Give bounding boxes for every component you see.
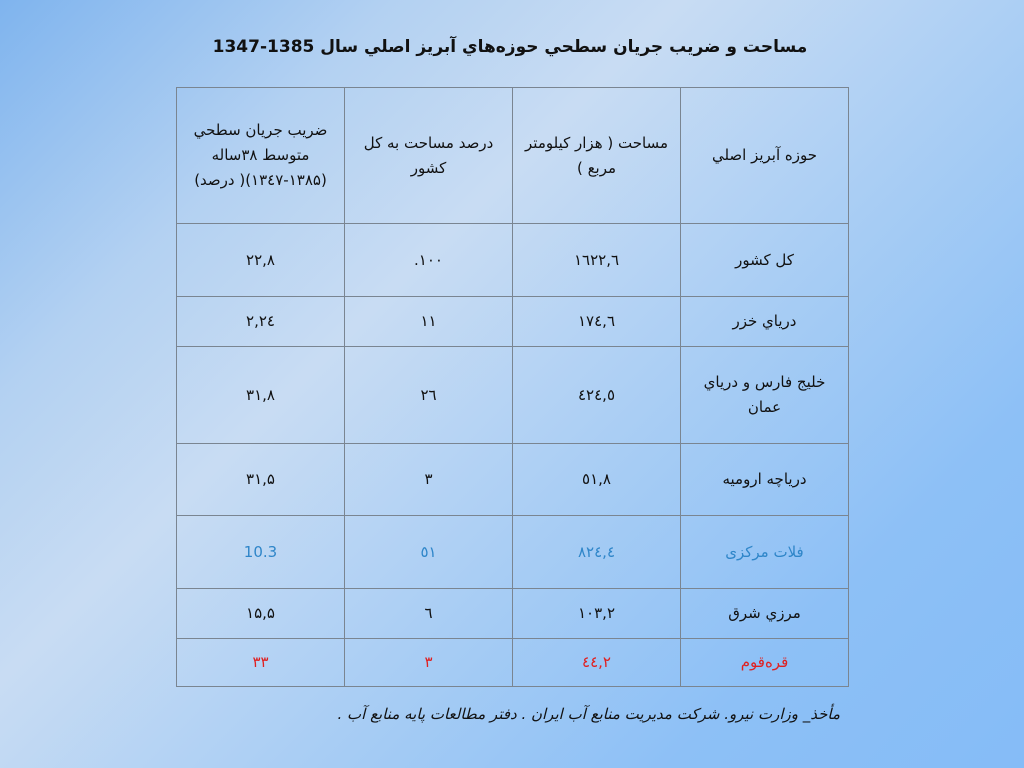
cell-coef: ۳۱,۵ (177, 444, 345, 516)
cell-coef: ۳۳ (177, 639, 345, 687)
cell-basin: فلات مركزی (681, 516, 849, 589)
table-row (177, 444, 849, 516)
table-row (177, 224, 849, 297)
header-runoff-coefficient: ضريب جريان سطحي متوسط ۳۸ساله (۱۳۸۵-۱۳٤۷)( درصد) (177, 88, 345, 224)
source-note: مأخذ_ وزارت نيرو. شركت مديريت منابع آب ايران . دفتر مطالعات پايه منابع آب . (337, 705, 840, 723)
cell-area: ٨٢٤,٤ (513, 516, 681, 589)
table-row-highlighted-red (177, 639, 849, 687)
cell-area: ١٧٤,٦ (513, 297, 681, 347)
cell-area: ٤٤,٢ (513, 639, 681, 687)
cell-coef: 10.3 (177, 516, 345, 589)
header-percent: درصد مساحت به كل كشور (345, 88, 513, 224)
cell-coef: ۱۵,۵ (177, 589, 345, 639)
cell-percent: ٥١ (345, 516, 513, 589)
cell-basin: خليج فارس و درياي عمان (681, 347, 849, 444)
header-area: مساحت ( هزار كيلومتر مربع ) (513, 88, 681, 224)
cell-percent: ١٠٠. (345, 224, 513, 297)
cell-percent: ١١ (345, 297, 513, 347)
table-row (177, 589, 849, 639)
cell-area: ٥١,٨ (513, 444, 681, 516)
table-row (177, 297, 849, 347)
table-row-highlighted-blue (177, 516, 849, 589)
basin-data-table (176, 87, 849, 687)
cell-basin: مرزي شرق (681, 589, 849, 639)
cell-basin: درياي خزر (681, 297, 849, 347)
cell-percent: ٦ (345, 589, 513, 639)
cell-percent: ٢٦ (345, 347, 513, 444)
slide-title: مساحت و ضريب جريان سطحي حوزه‌هاي آبريز اصلي سال 1385-1347 (212, 37, 808, 57)
cell-basin: قره‌قوم (681, 639, 849, 687)
cell-percent: ٣ (345, 639, 513, 687)
cell-basin: درياچه اروميه (681, 444, 849, 516)
cell-area: ٤٢٤,٥ (513, 347, 681, 444)
cell-coef: ۲٤,۲ (177, 297, 345, 347)
cell-area: ١٠٣,٢ (513, 589, 681, 639)
table-row (177, 347, 849, 444)
cell-percent: ٣ (345, 444, 513, 516)
cell-basin: كل كشور (681, 224, 849, 297)
table-header-row (177, 88, 849, 224)
cell-coef: ۲۲,۸ (177, 224, 345, 297)
cell-area: ١٦٢٢,٦ (513, 224, 681, 297)
header-basin: حوزه آبريز اصلي (681, 88, 849, 224)
cell-coef: ۳۱,۸ (177, 347, 345, 444)
